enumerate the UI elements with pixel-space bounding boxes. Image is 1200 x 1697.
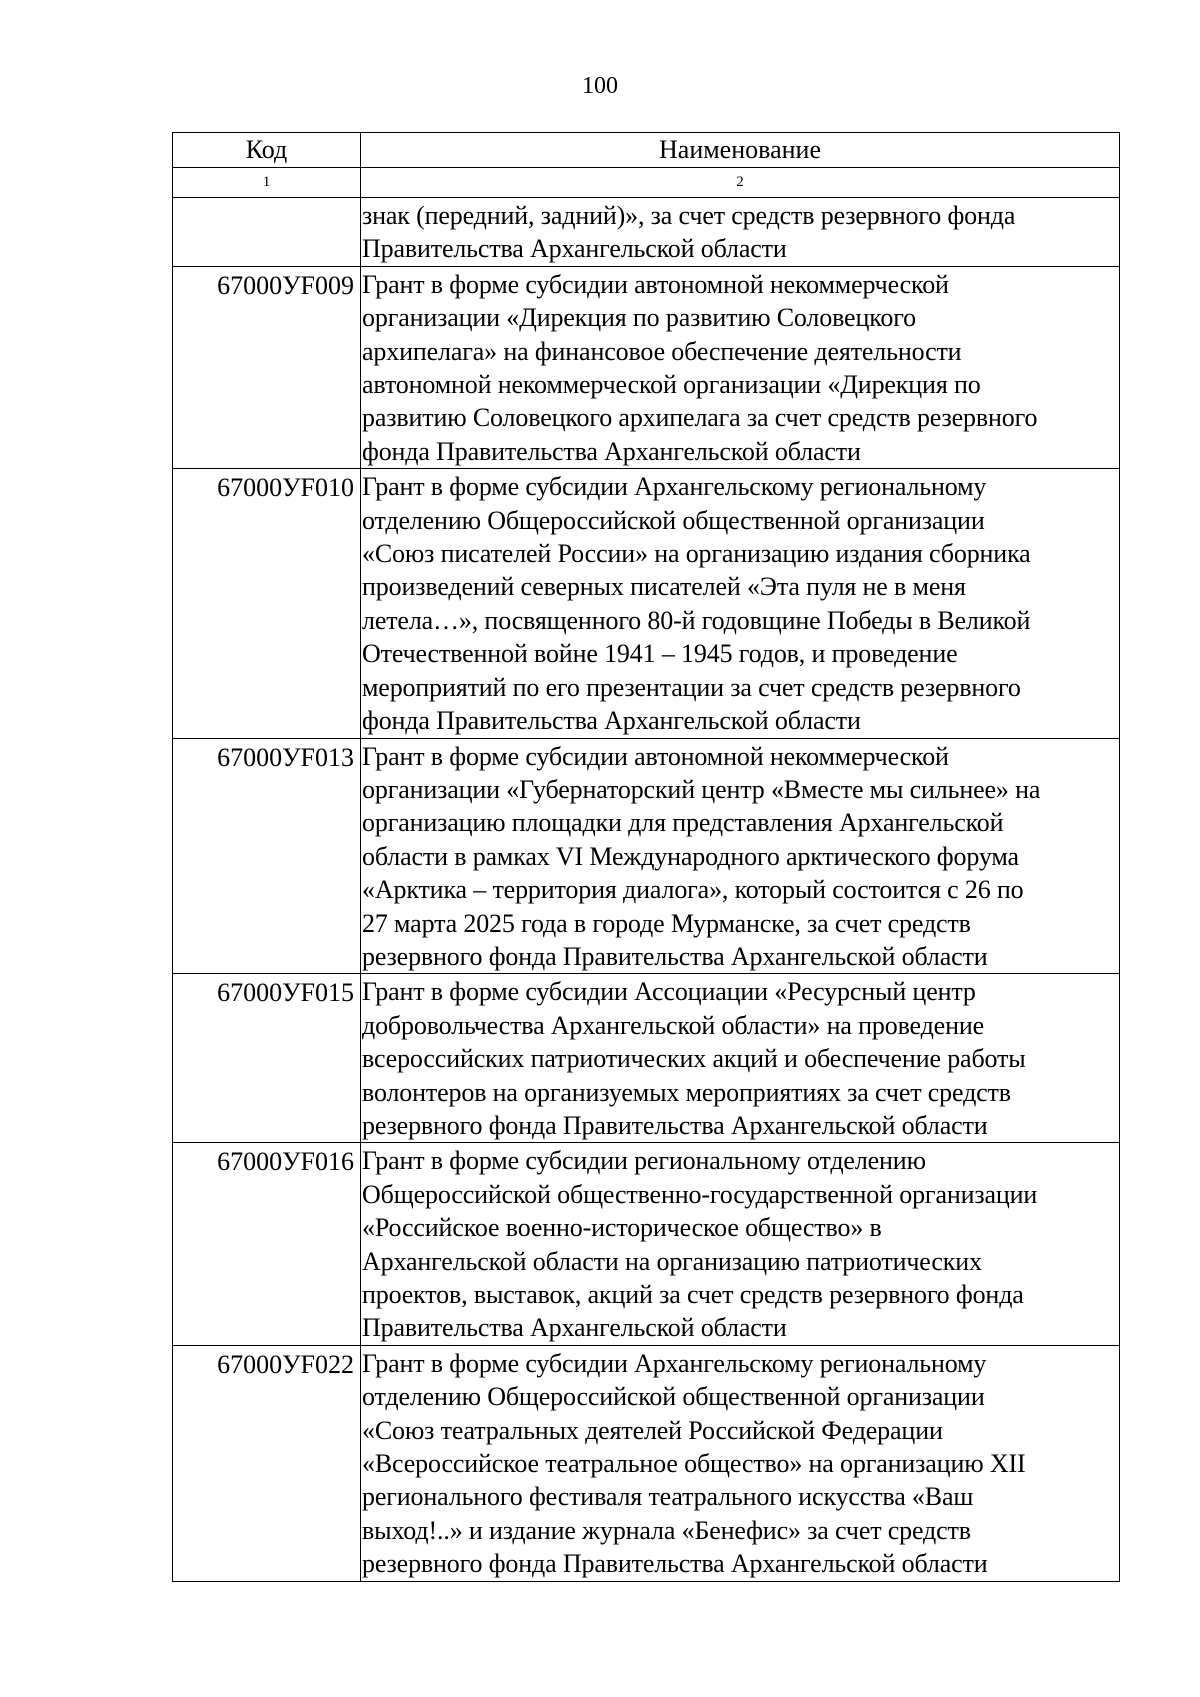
row-name-line: резервного фонда Правительства Архангельской области	[362, 1110, 988, 1140]
row-name-line: Отечественной войне 1941 – 1945 годов, и проведение	[362, 639, 958, 669]
row-name-line: организации «Губернаторский центр «Вместе мы сильнее» на	[362, 774, 1041, 804]
row-name	[361, 266, 1120, 468]
row-name-line: летела…», посвященного 80-й годовщине Победы в Великой	[362, 605, 1031, 635]
row-name	[361, 738, 1120, 974]
row-code: 67000УF013	[173, 738, 361, 974]
row-name-line: Грант в форме субсидии Архангельскому региональному	[362, 472, 987, 502]
row-name-line: области в рамках VI Международного арктического форума	[362, 841, 1019, 871]
row-name-line: развитию Соловецкого архипелага за счет средств резервного	[362, 403, 1038, 433]
row-name-line: «Союз театральных деятелей Российской Федерации	[362, 1415, 943, 1445]
row-name-line: произведений северных писателей «Эта пуля не в меня	[362, 572, 966, 602]
table-row	[173, 1143, 1120, 1345]
row-name	[361, 1143, 1120, 1345]
row-name-line: Правительства Архангельской области	[362, 234, 787, 264]
row-name-line: регионального фестиваля театрального искусства «Ваш	[362, 1482, 974, 1512]
row-name-line: всероссийских патриотических акций и обеспечение работы	[362, 1044, 1026, 1074]
table-row	[173, 266, 1120, 468]
row-name-line: организацию площадки для представления Архангельской	[362, 808, 1004, 838]
column-number-code: 1	[173, 168, 361, 198]
page-number: 100	[582, 73, 618, 99]
table-row	[173, 738, 1120, 974]
row-name-line: знак (передний, задний)», за счет средств резервного фонда	[362, 201, 1016, 230]
row-name-line: резервного фонда Правительства Архангельской области	[362, 1549, 988, 1579]
row-name-line: проектов, выставок, акций за счет средств резервного фонда	[362, 1280, 1024, 1309]
row-name-line: Правительства Архангельской области	[362, 1313, 787, 1343]
row-name-line: Грант в форме субсидии региональному отделению	[362, 1146, 926, 1176]
row-name-line: Грант в форме субсидии автономной некоммерческой	[362, 741, 949, 771]
row-code: 67000УF009	[173, 266, 361, 468]
row-name-line: Архангельской области на организацию патриотических	[362, 1246, 982, 1276]
table-row	[173, 198, 1120, 267]
table-header-row	[173, 133, 1120, 168]
row-name-line: добровольчества Архангельской области» на проведение	[362, 1010, 984, 1040]
table-body	[173, 198, 1120, 1582]
row-code: 67000УF010	[173, 469, 361, 738]
table-row	[173, 1345, 1120, 1581]
row-name-line: отделению Общероссийской общественной организации	[362, 505, 985, 535]
row-name-line: Общероссийской общественно-государственной организации	[362, 1179, 1038, 1209]
budget-classification-table	[172, 132, 1120, 1582]
row-name-line: Грант в форме субсидии автономной некоммерческой	[362, 269, 949, 299]
row-code	[173, 198, 361, 267]
row-name-line: «Арктика – территория диалога», который состоится с 26 по	[362, 875, 1024, 905]
table-row	[173, 469, 1120, 738]
row-name-line: выход!..» и издание журнала «Бенефис» за счет средств	[362, 1515, 971, 1545]
row-name-line: волонтеров на организуемых мероприятиях за счет средств	[362, 1077, 1011, 1107]
column-number-name: 2	[361, 168, 1120, 198]
row-name-line: 27 марта 2025 года в городе Мурманске, за счет средств	[362, 908, 971, 938]
row-code: 67000УF016	[173, 1143, 361, 1345]
row-name	[361, 1345, 1120, 1581]
row-code: 67000УF015	[173, 974, 361, 1143]
row-name-line: резервного фонда Правительства Архангельской области	[362, 941, 988, 971]
row-name-line: «Всероссийское театральное общество» на организацию XII	[362, 1449, 1026, 1479]
row-name	[361, 198, 1120, 267]
row-name	[361, 974, 1120, 1143]
header-name: Наименование	[361, 133, 1120, 168]
row-name-line: Грант в форме субсидии Ассоциации «Ресурсный центр	[362, 977, 976, 1007]
row-name-line: «Российское военно-историческое общество» в	[362, 1213, 882, 1243]
row-name-line: архипелага» на финансовое обеспечение деятельности	[362, 336, 962, 366]
row-name-line: мероприятий по его презентации за счет средств резервного	[362, 672, 1021, 702]
row-name-line: фонда Правительства Архангельской области	[362, 706, 861, 736]
row-name	[361, 469, 1120, 738]
column-number-row	[173, 168, 1120, 198]
row-name-line: автономной некоммерческой организации «Дирекция по	[362, 370, 981, 400]
row-name-line: «Союз писателей России» на организацию издания сборника	[362, 539, 1031, 569]
row-name-line: организации «Дирекция по развитию Соловецкого	[362, 303, 916, 333]
header-code: Код	[173, 133, 361, 168]
table-row	[173, 974, 1120, 1143]
row-code: 67000УF022	[173, 1345, 361, 1581]
row-name-line: фонда Правительства Архангельской области	[362, 436, 861, 466]
row-name-line: Грант в форме субсидии Архангельскому региональному	[362, 1348, 987, 1378]
row-name-line: отделению Общероссийской общественной организации	[362, 1382, 985, 1412]
